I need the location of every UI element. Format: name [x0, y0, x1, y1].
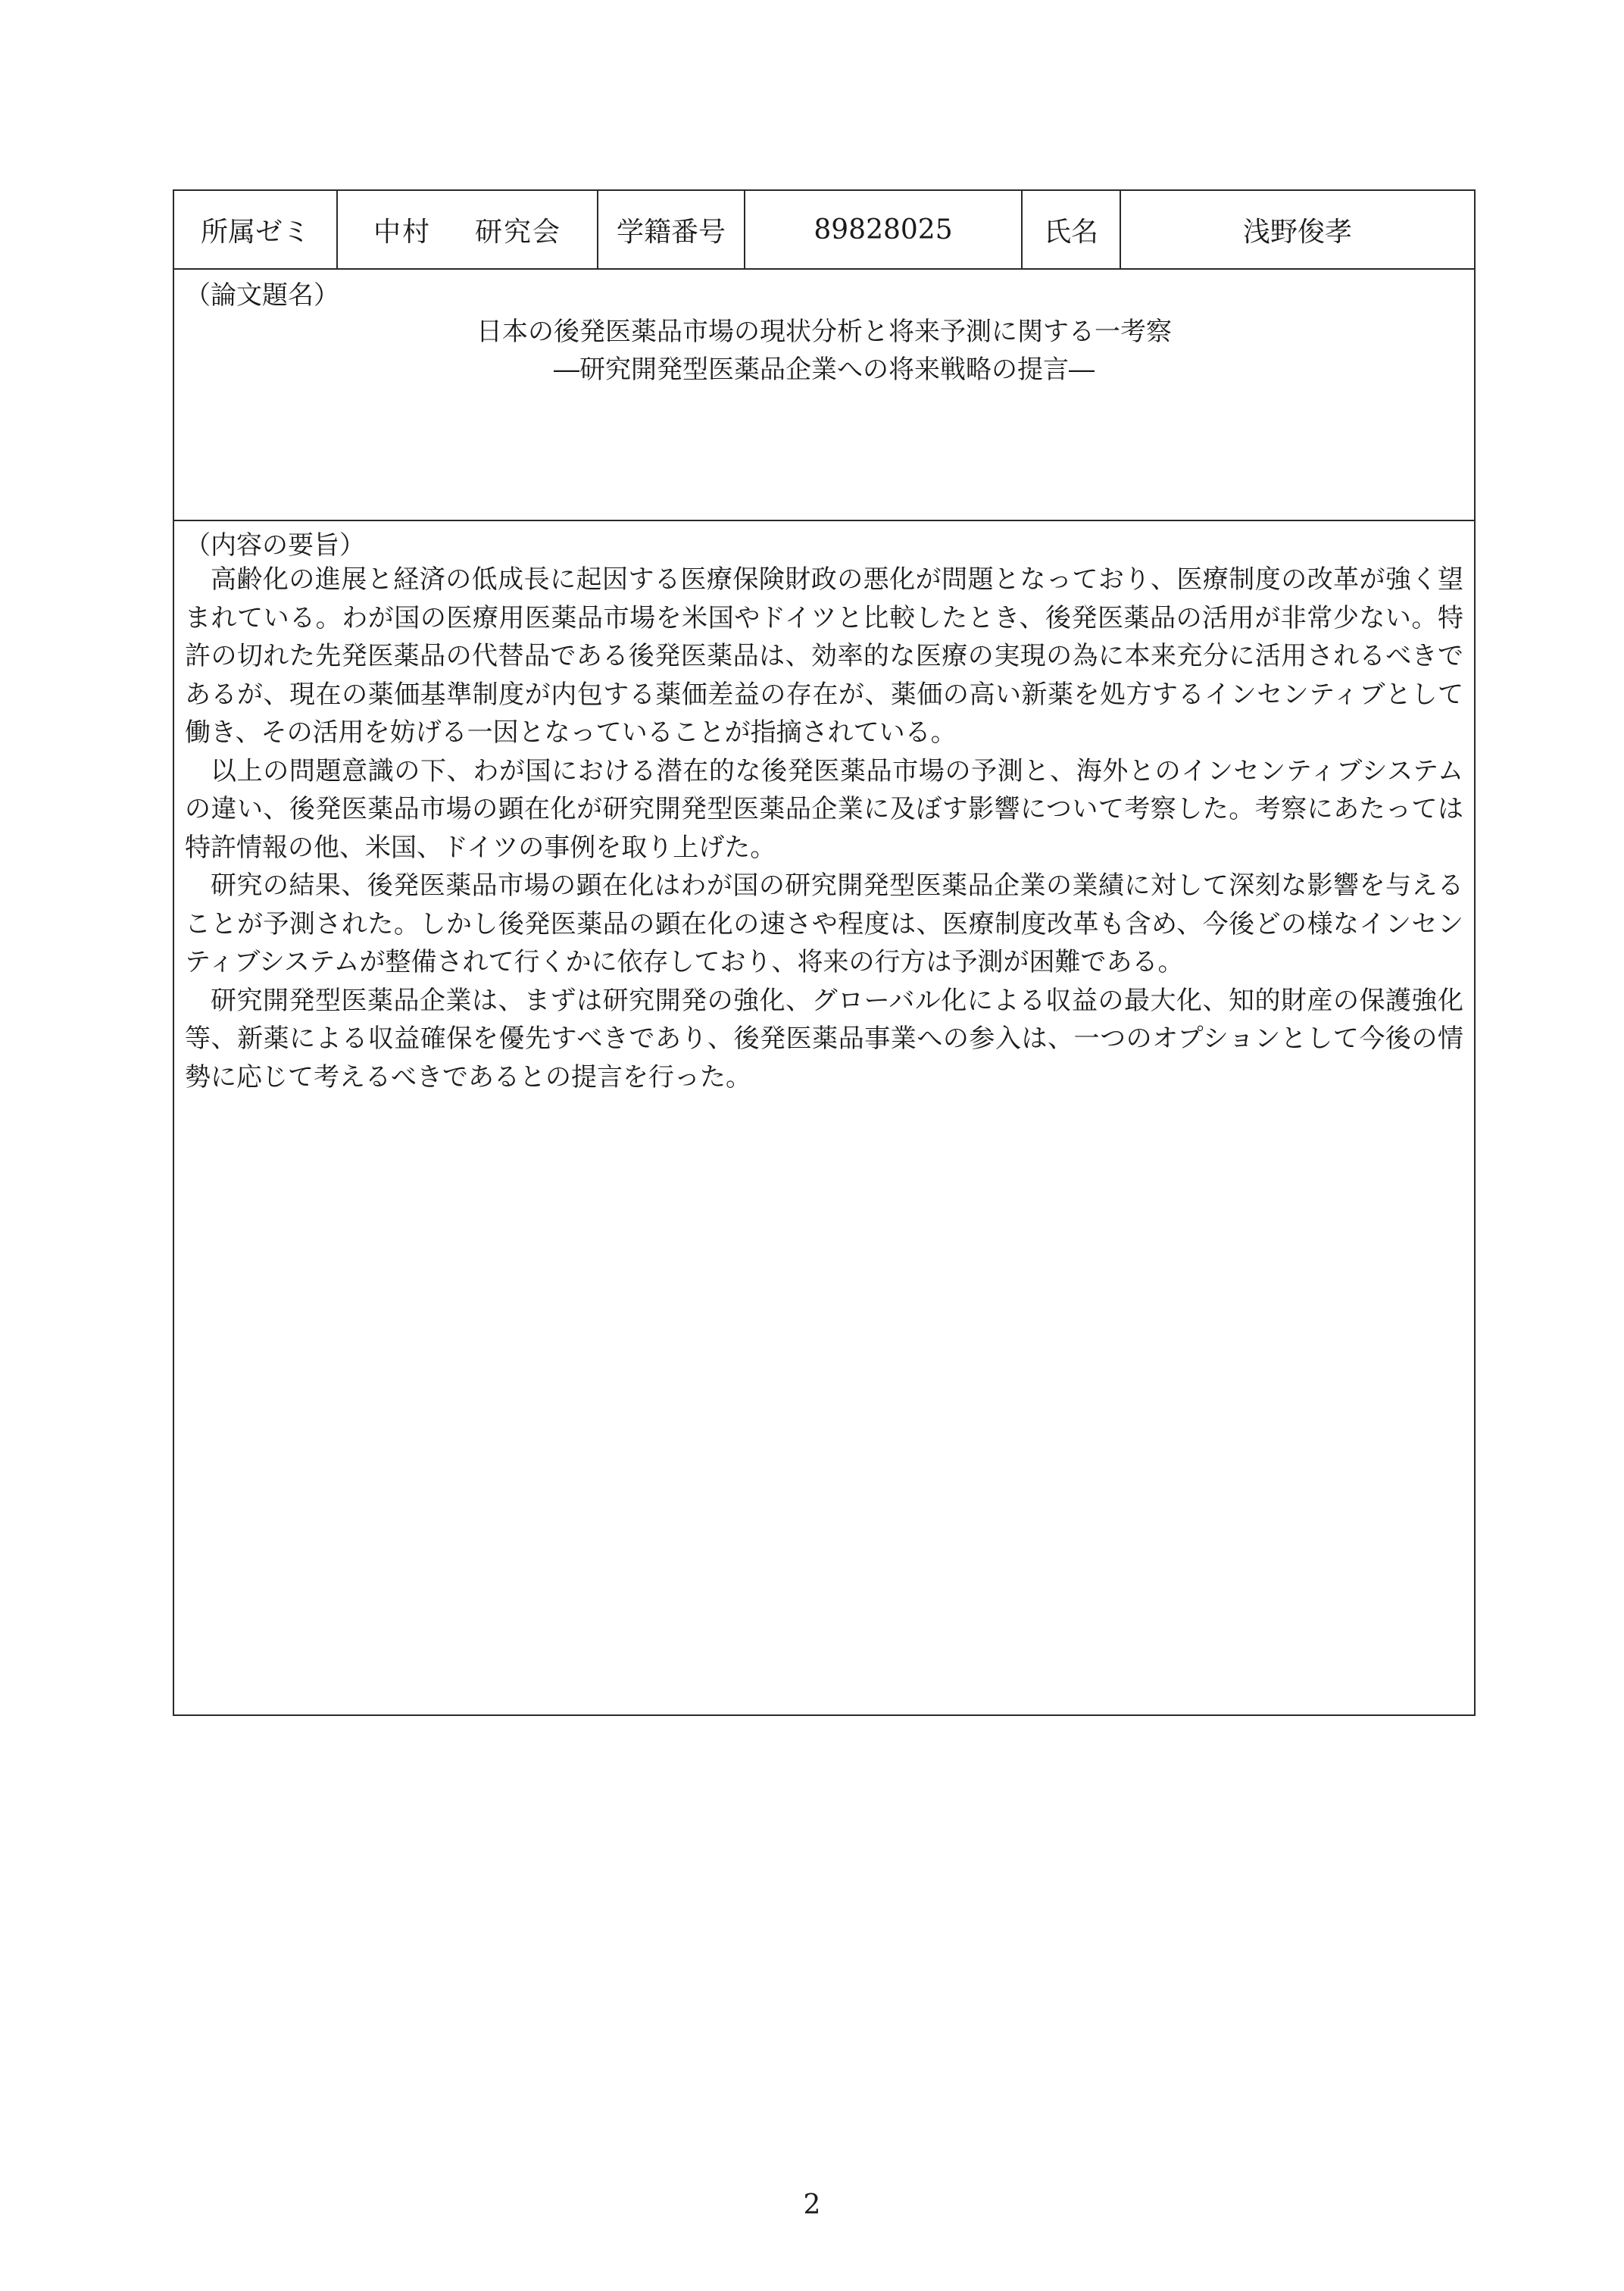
name-value: 浅野俊孝: [1242, 216, 1352, 248]
student-id-value: 89828025: [745, 191, 1023, 268]
abstract-label: （内容の要旨）: [185, 530, 365, 561]
student-id-label: 学籍番号: [598, 191, 745, 268]
thesis-title-section: [174, 268, 1474, 521]
abstract-section: [174, 521, 1474, 1714]
seminar-value: [338, 191, 598, 268]
abstract-paragraph: 研究の結果、後発医薬品市場の顕在化はわが国の研究開発型医薬品企業の業績に対して深刻な影響を与えることが予測された。しかし後発医薬品の顕在化の速さや程度は、医療制度改革も含め、今後どの様なインセンティブシステムが整備されて行くかに依存しており、将来の行方は予測が困難である。: [185, 870, 1463, 977]
thesis-subtitle: ―研究開発型医薬品企業への将来戦略の提言―: [554, 355, 1095, 385]
abstract-paragraph: 以上の問題意識の下、わが国における潜在的な後発医薬品市場の予測と、海外とのインセンティブシステムの違い、後発医薬品市場の顕在化が研究開発型医薬品企業に及ぼす影響について考察した。考察にあたっては特許情報の他、米国、ドイツの事例を取り上げた。: [185, 755, 1463, 863]
name-label: 氏名: [1023, 191, 1121, 268]
thesis-summary-form: [173, 189, 1476, 1716]
seminar-suffix: 研究会: [475, 216, 562, 248]
thesis-title-label: （論文題名）: [185, 280, 339, 311]
header-row: [174, 191, 1474, 270]
abstract-paragraph: 研究開発型医薬品企業は、まずは研究開発の強化、グローバル化による収益の最大化、知的財産の保護強化等、新薬による収益確保を優先すべきであり、後発医薬品事業への参入は、一つのオプションとして今後の情勢に応じて考えるべきであるとの提言を行った。: [185, 985, 1463, 1092]
abstract-body: [185, 561, 1463, 1096]
page-number: 2: [803, 2189, 821, 2221]
thesis-title: 日本の後発医薬品市場の現状分析と将来予測に関する一考察: [476, 317, 1172, 347]
abstract-paragraph: 高齢化の進展と経済の低成長に起因する医療保険財政の悪化が問題となっており、医療制度の改革が強く望まれている。わが国の医療用医薬品市場を米国やドイツと比較したとき、後発医薬品の活用が非常少ない。特許の切れた先発医薬品の代替品である後発医薬品は、効率的な医療の実現の為に本来充分に活用されるべきであるが、現在の薬価基準制度が内包する薬価差益の存在が、薬価の高い新薬を処方するインセンティブとして働き、その活用を妨げる一因となっていることが指摘されている。: [185, 564, 1463, 748]
seminar-label: 所属ゼミ: [174, 191, 338, 268]
seminar-name: 中村: [373, 216, 431, 248]
